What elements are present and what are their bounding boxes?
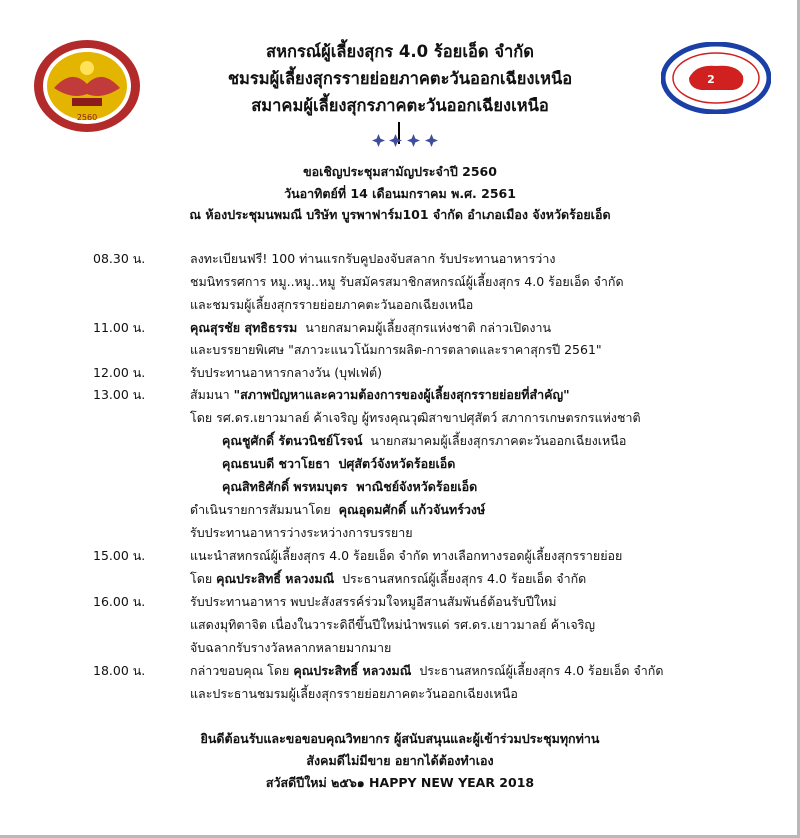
closing-motto: สังคมดีไม่มีขาย อยากได้ต้องทำเอง xyxy=(306,753,494,768)
closing-speaker-name: คุณประสิทธิ์ หลวงมณี xyxy=(293,663,412,678)
panelist-role: ปศุสัตว์จังหวัดร้อยเอ็ด xyxy=(338,456,456,471)
flower-icon xyxy=(407,134,420,147)
flower-icon xyxy=(389,134,402,147)
seminar-title: "สภาพปัญหาและความต้องการของผู้เลี้ยงสุกรรายย่อยที่สำคัญ" xyxy=(233,387,570,402)
schedule-time: 13.00 น. xyxy=(93,387,146,402)
schedule-line: รับประทานอาหารกลางวัน (บุฟเฟ่ต์) xyxy=(190,365,382,380)
header-cooperative-name: สหกรณ์ผู้เลี้ยงสุกร 4.0 ร้อยเอ็ด จำกัด xyxy=(266,42,534,61)
schedule-line xyxy=(190,320,551,336)
left-logo-year: 2560 xyxy=(76,113,98,122)
schedule-line: แนะนำสหกรณ์ผู้เลี้ยงสุกร 4.0 ร้อยเอ็ด จำกัด ทางเลือกทางรอดผู้เลี้ยงสุกรรายย่อย xyxy=(190,548,623,563)
panelist-name: คุณชูศักดิ์ รัตนวนิชย์โรจน์ xyxy=(222,433,363,448)
closing-speech-line xyxy=(190,663,663,679)
speaker-name: คุณสุรชัย สุทธิธรรม xyxy=(190,320,298,335)
schedule-time: 12.00 น. xyxy=(93,365,146,380)
host-prefix: ดำเนินรายการสัมมนาโดย xyxy=(190,502,331,517)
ornament-row xyxy=(372,134,442,150)
schedule-time: 18.00 น. xyxy=(93,663,146,678)
speaker-role: นายกสมาคมผู้เลี้ยงสุกรแห่งชาติ กล่าวเปิดงาน xyxy=(305,320,552,335)
header-association-name: สมาคมผู้เลี้ยงสุกรภาคตะวันออกเฉียงเหนือ xyxy=(251,96,549,115)
flower-icon xyxy=(372,134,385,147)
panelist xyxy=(222,479,477,495)
schedule-line: ลงทะเบียนฟรี! 100 ท่านแรกรับคูปองจับสลาก รับประทานอาหารว่าง xyxy=(190,251,556,266)
panelist xyxy=(222,456,455,472)
moderator-line: โดย รศ.ดร.เยาวมาลย์ ค้าเจริญ ผู้ทรงคุณวุฒิสาขาปศุสัตว์ สภาการเกษตรกรแห่งชาติ xyxy=(190,410,641,425)
schedule-line: จับฉลากรับรางวัลหลากหลายมากมาย xyxy=(190,640,392,655)
schedule-line: รับประทานอาหารว่างระหว่างการบรรยาย xyxy=(190,525,413,540)
schedule-line: แสดงมุทิตาจิต เนื่องในวาระดิถีขึ้นปีใหม่นำพรแด่ รศ.ดร.เยาวมาลย์ ค้าเจริญ xyxy=(190,617,596,632)
cooperative-logo xyxy=(32,38,142,134)
presenter-line xyxy=(190,571,586,587)
invitation-venue: ณ ห้องประชุมนพมณี บริษัท บูรพาฟาร์ม101 จำกัด อำเภอเมือง จังหวัดร้อยเอ็ด xyxy=(189,207,611,222)
flower-icon xyxy=(425,134,438,147)
invitation-title: ขอเชิญประชุมสามัญประจำปี 2560 xyxy=(303,164,497,179)
panelist xyxy=(222,433,626,449)
seminar-line xyxy=(190,387,570,403)
closing-prefix: กล่าวขอบคุณ โดย xyxy=(190,663,290,678)
header-club-name: ชมรมผู้เลี้ยงสุกรรายย่อยภาคตะวันออกเฉียงเหนือ xyxy=(227,69,573,88)
schedule-time: 15.00 น. xyxy=(93,548,146,563)
schedule-time: 08.30 น. xyxy=(93,251,146,266)
panelist-role: นายกสมาคมผู้เลี้ยงสุกรภาคตะวันออกเฉียงเหนือ xyxy=(370,433,627,448)
schedule-time: 16.00 น. xyxy=(93,594,146,609)
closing-thanks: ยินดีต้อนรับและขอขอบคุณวิทยากร ผู้สนับสนุนและผู้เข้าร่วมประชุมทุกท่าน xyxy=(200,731,600,746)
presenter-name: คุณประสิทธิ์ หลวงมณี xyxy=(216,571,335,586)
schedule-line: ชมนิทรรศการ หมู..หมู..หมู รับสมัครสมาชิกสหกรณ์ผู้เลี้ยงสุกร 4.0 ร้อยเอ็ด จำกัด xyxy=(190,274,624,289)
invitation-date: วันอาทิตย์ที่ 14 เดือนมกราคม พ.ศ. 2561 xyxy=(284,186,516,201)
right-logo-year: 2 xyxy=(707,73,715,86)
seminar-prefix: สัมมนา xyxy=(190,387,234,402)
association-logo xyxy=(661,42,771,114)
closing-new-year: สวัสดีปีใหม่ ๒๕๖๑ HAPPY NEW YEAR 2018 xyxy=(265,775,535,790)
host-name: คุณอุดมศักดิ์ แก้วจันทร์วงษ์ xyxy=(338,502,486,517)
by-prefix: โดย xyxy=(190,571,213,586)
schedule-line: และประธานชมรมผู้เลี้ยงสุกรรายย่อยภาคตะวันออกเฉียงเหนือ xyxy=(190,686,518,701)
schedule-line: และบรรยายพิเศษ "สภาวะแนวโน้มการผลิต-การตลาดและราคาสุกรปี 2561" xyxy=(190,342,602,357)
closing-speaker-role: ประธานสหกรณ์ผู้เลี้ยงสุกร 4.0 ร้อยเอ็ด จำกัด xyxy=(419,663,664,678)
schedule-line: รับประทานอาหาร พบปะสังสรรค์ร่วมใจหมูอีสานสัมพันธ์ต้อนรับปีใหม่ xyxy=(190,594,557,609)
panelist-role: พาณิชย์จังหวัดร้อยเอ็ด xyxy=(356,479,478,494)
schedule-time: 11.00 น. xyxy=(93,320,146,335)
presenter-role: ประธานสหกรณ์ผู้เลี้ยงสุกร 4.0 ร้อยเอ็ด จำกัด xyxy=(342,571,587,586)
panelist-name: คุณสิทธิศักดิ์ พรหมบุตร xyxy=(222,479,348,494)
host-line xyxy=(190,502,485,518)
panelist-name: คุณธนบดี ชวาโยธา xyxy=(222,456,330,471)
schedule-line: และชมรมผู้เลี้ยงสุกรรายย่อยภาคตะวันออกเฉียงเหนือ xyxy=(190,297,474,312)
